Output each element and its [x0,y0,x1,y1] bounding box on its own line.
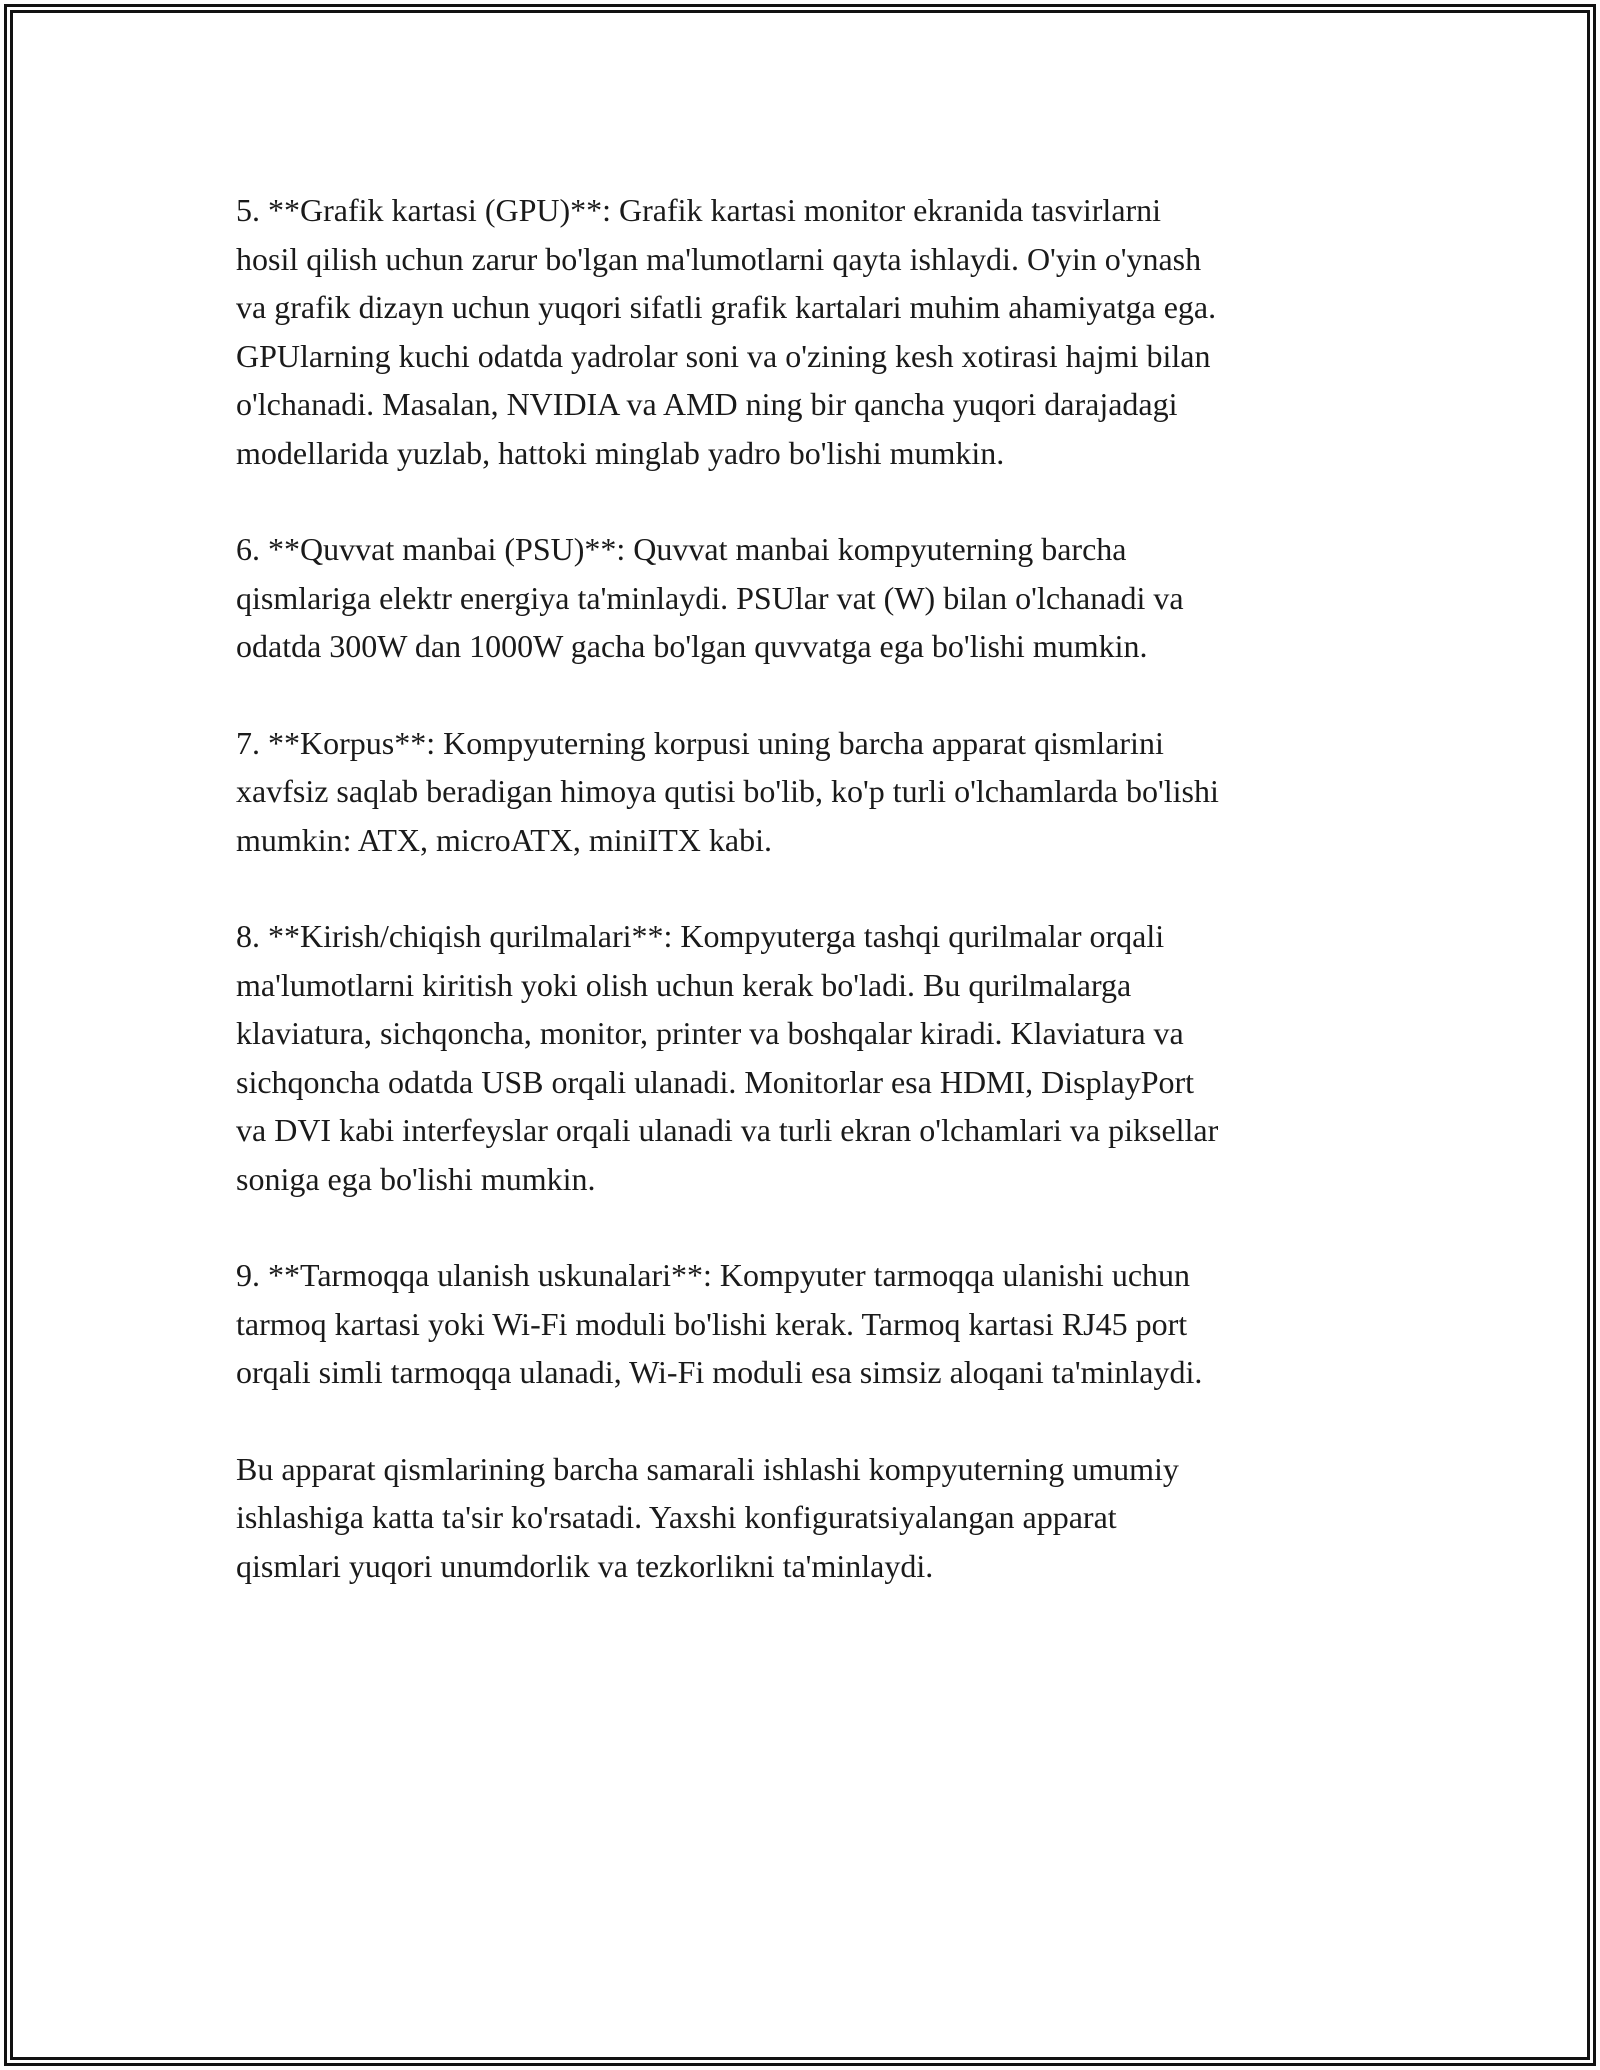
paragraph-psu: 6. **Quvvat manbai (PSU)**: Quvvat manbai kompyuterning barcha qismlariga elektr energiya ta'minlaydi. PSUlar vat (W) bilan o'lchanadi va odatda 300W dan 1000W gacha bo'lgan quvvatga ega bo'lishi mumkin. [236,531,1184,664]
paragraph-conclusion: Bu apparat qismlarining barcha samarali ishlashi kompyuterning umumiy ishlashiga katta ta'sir ko'rsatadi. Yaxshi konfiguratsiyalangan apparat qismlari yuqori unumdorlik va tezkorlikni ta'minlaydi. [236,1450,1179,1584]
document-body [236,186,1396,1638]
paragraph-case: 7. **Korpus**: Kompyuterning korpusi uning barcha apparat qismlarini xavfsiz saqlab beradigan himoya qutisi bo'lib, ko'p turli o'lchamlarda bo'lishi mumkin: ATX, microATX, miniITX kabi. [236,724,1219,858]
paragraph-network: 9. **Tarmoqqa ulanish uskunalari**: Kompyuter tarmoqqa ulanishi uchun tarmoq kartasi yoki Wi-Fi moduli bo'lishi kerak. Tarmoq kartasi RJ45 port orqali simli tarmoqqa ulanadi, Wi-Fi moduli esa simsiz aloqani ta'minlaydi. [236,1257,1203,1390]
paragraph-io-devices: 8. **Kirish/chiqish qurilmalari**: Kompyuterga tashqi qurilmalar orqali ma'lumotlarni kiritish yoki olish uchun kerak bo'ladi. Bu qurilmalarga klaviatura, sichqoncha, monitor, printer va boshqalar kiradi. Klaviatura va sichqoncha odatda USB orqali ulanadi. Monitorlar esa HDMI, DisplayPort va DVI kabi interfeyslar orqali ulanadi va turli ekran o'lchamlari va piksellar soniga ega bo'lishi mumkin. [236,918,1219,1197]
paragraph-gpu: 5. **Grafik kartasi (GPU)**: Grafik kartasi monitor ekranida tasvirlarni hosil qilish uchun zarur bo'lgan ma'lumotlarni qayta ishlaydi. O'yin o'ynash va grafik dizayn uchun yuqori sifatli grafik kartalari muhim ahamiyatga ega. GPUlarning kuchi odatda yadrolar soni va o'zining kesh xotirasi hajmi bilan o'lchanadi. Masalan, NVIDIA va AMD ning bir qancha yuqori darajadagi modellarida yuzlab, hattoki minglab yadro bo'lishi mumkin. [236,192,1217,471]
